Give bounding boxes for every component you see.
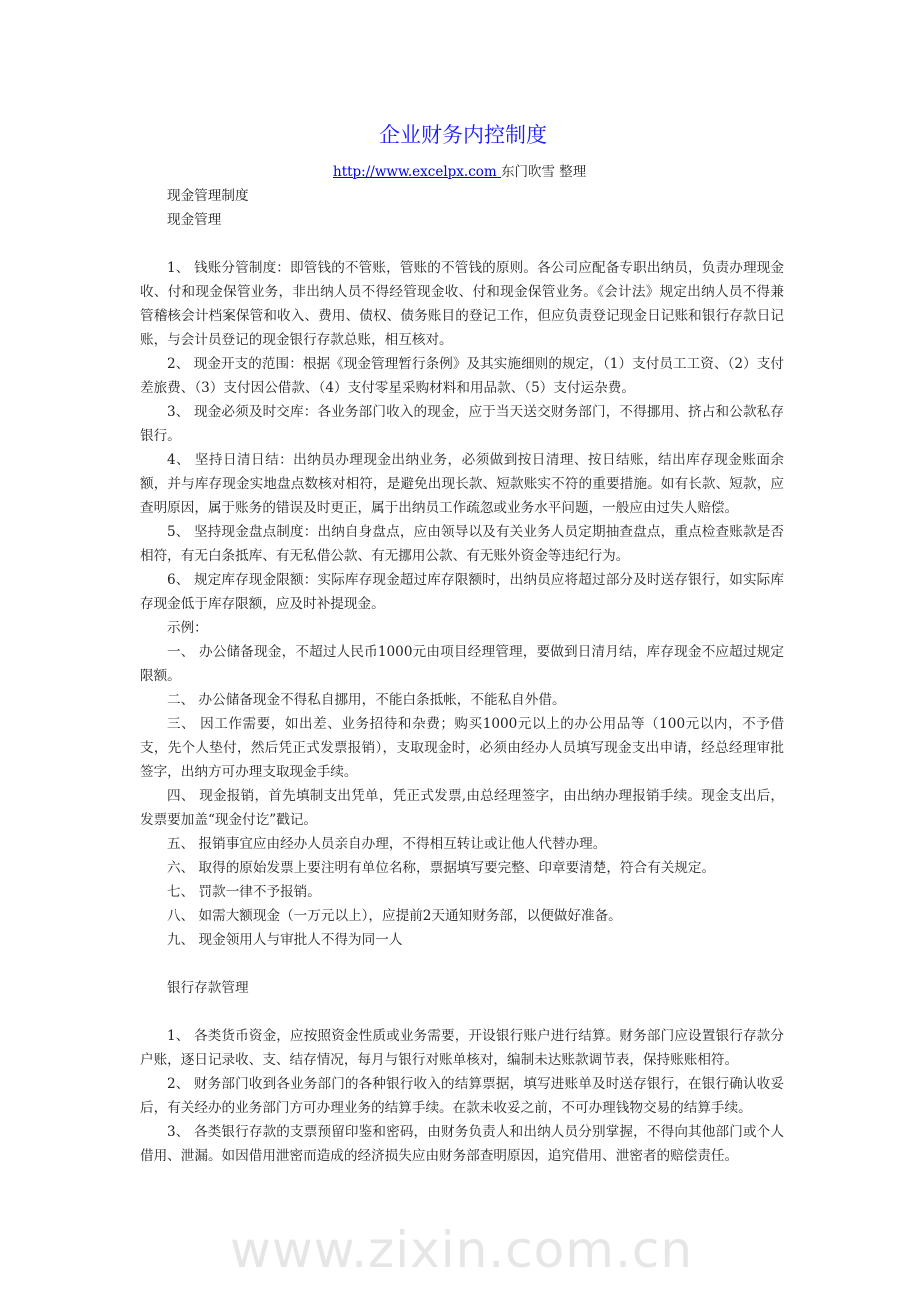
cash-rule-5: 5、 坚持现金盘点制度：出纳自身盘点，应由领导以及有关业务人员定期抽查盘点，重点检查账款是否相符，有无白条抵库、有无私借公款、有无挪用公款、有无账外资金等违纪行为。 <box>140 524 784 564</box>
section-subheading: 现金管理 <box>167 212 222 228</box>
author-credit: 东门吹雪 整理 <box>501 164 587 180</box>
blank-line <box>140 952 784 976</box>
example-8: 八、 如需大额现金（一万元以上），应提前2天通知财务部，以便做好准备。 <box>167 908 622 924</box>
blank-line <box>140 1000 784 1024</box>
bank-rule-3: 3、 各类银行存款的支票预留印鉴和密码，由财务负责人和出纳人员分别掌握，不得向其他部门或个人借用、泄漏。如因借用泄密而造成的经济损失应由财务部查明原因，追究借用、泄密者的赔偿责任。 <box>140 1124 784 1164</box>
bank-rule-1: 1、 各类货币资金，应按照资金性质或业务需要，开设银行账户进行结算。财务部门应设置银行存款分户账，逐日记录收、支、结存情况，每月与银行对账单核对，编制未达账款调节表，保持账账相符。 <box>140 1028 784 1068</box>
cash-rule-1: 1、 钱账分管制度：即管钱的不管账，管账的不管钱的原则。各公司应配备专职出纳员，负责办理现金收、付和现金保管业务，非出纳人员不得经管现金收、付和现金保管业务。《会计法》规定出纳人员不得兼管稽核会计档案保管和收入、费用、债权、债务账目的登记工作，但应负责登记现金日记账和银行存款日记账，与会计员登记的现金银行存款总账，相互核对。 <box>140 260 784 348</box>
example-5: 五、 报销事宜应由经办人员亲自办理，不得相互转让或让他人代替办理。 <box>167 836 607 852</box>
watermark: www.zixin.com.cn <box>230 1221 694 1279</box>
section-heading: 现金管理制度 <box>167 188 249 204</box>
example-2: 二、 办公储备现金不得私自挪用，不能白条抵帐，不能私自外借。 <box>167 692 566 708</box>
example-4: 四、 现金报销，首先填制支出凭单，凭正式发票,由总经理签字，由出纳办理报销手续。现金支出后，发票要加盖“现金付讫”戳记。 <box>140 788 784 828</box>
example-6: 六、 取得的原始发票上要注明有单位名称，票据填写要完整、印章要清楚，符合有关规定。 <box>167 860 716 876</box>
example-7: 七、 罚款一律不予报销。 <box>167 884 321 900</box>
cash-rule-6: 6、 规定库存现金限额：实际库存现金超过库存限额时，出纳员应将超过部分及时送存银行，如实际库存现金低于库存限额，应及时补提现金。 <box>140 572 784 612</box>
blank-line <box>140 232 784 256</box>
document-subtitle <box>333 162 586 182</box>
section-heading: 银行存款管理 <box>167 980 249 996</box>
document-body <box>140 184 784 1168</box>
bank-rule-2: 2、 财务部门收到各业务部门的各种银行收入的结算票据，填写进账单及时送存银行，在银行确认收妥后，有关经办的业务部门方可办理业务的结算手续。在款未收妥之前，不可办理钱物交易的结算手续。 <box>140 1076 784 1116</box>
example-1: 一、 办公储备现金，不超过人民币1000元由项目经理管理，要做到日清月结，库存现金不应超过规定限额。 <box>140 644 784 684</box>
source-link[interactable]: http://www.excelpx.com <box>333 164 501 180</box>
document-title: 企业财务内控制度 <box>379 123 547 147</box>
example-3: 三、 因工作需要，如出差、业务招待和杂费；购买1000元以上的办公用品等（100元以内，不予借支，先个人垫付，然后凭正式发票报销），支取现金时，必须由经办人员填写现金支出申请，经总经理审批签字，出纳方可办理支取现金手续。 <box>140 716 784 780</box>
cash-rule-4: 4、 坚持日清日结：出纳员办理现金出纳业务，必须做到按日清理、按日结账，结出库存现金账面余额，并与库存现金实地盘点数核对相符，是避免出现长款、短款账实不符的重要措施。如有长款、短款，应查明原因，属于账务的错误及时更正，属于出纳员工作疏忽或业务水平问题，一般应由过失人赔偿。 <box>140 452 784 516</box>
cash-rule-3: 3、 现金必须及时交库：各业务部门收入的现金，应于当天送交财务部门，不得挪用、挤占和公款私存银行。 <box>140 404 784 444</box>
example-label: 示例： <box>167 620 208 636</box>
cash-rule-2: 2、 现金开支的范围：根据《现金管理暂行条例》及其实施细则的规定，（1）支付员工工资、（2）支付差旅费、（3）支付因公借款、（4）支付零星采购材料和用品款、（5）支付运杂费。 <box>140 356 784 396</box>
example-9: 九、 现金领用人与审批人不得为同一人 <box>167 932 403 948</box>
